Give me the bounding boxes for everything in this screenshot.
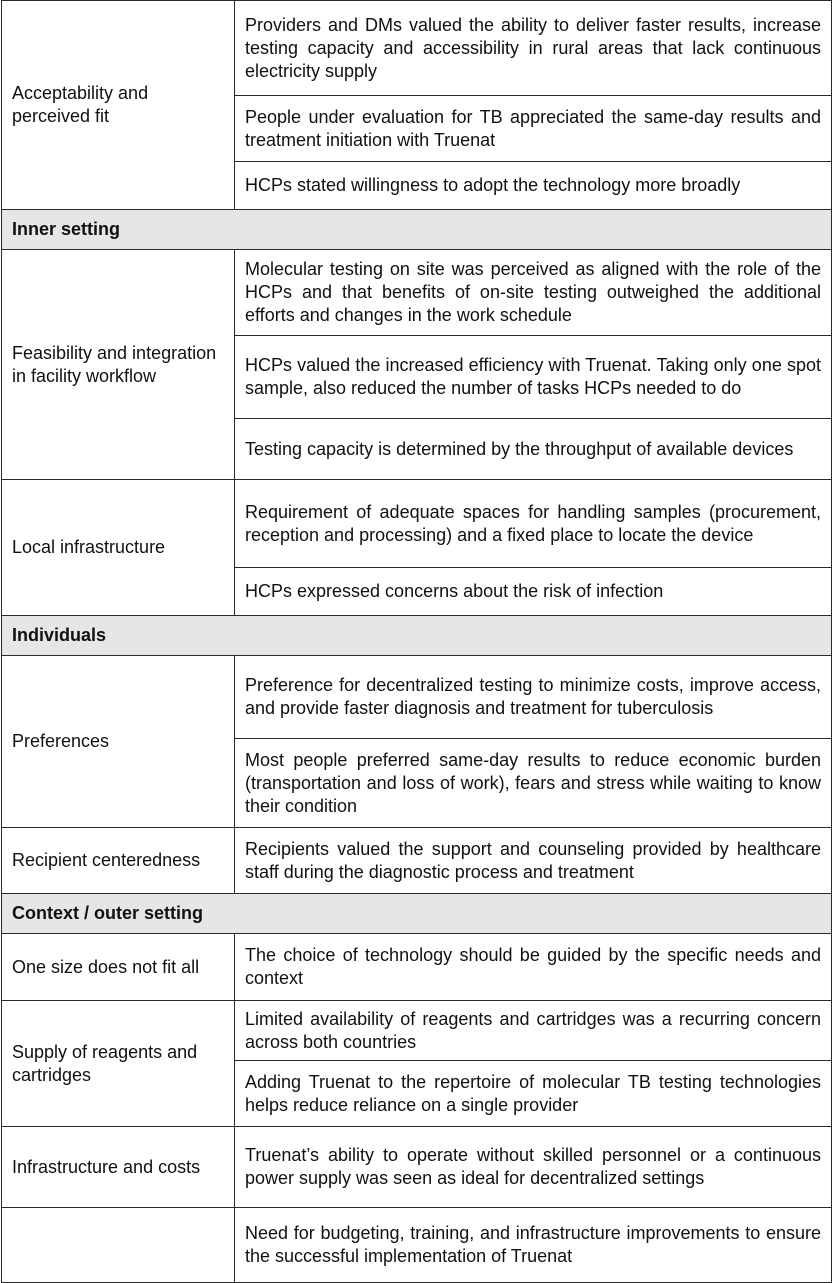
- finding-cell: HCPs stated willingness to adopt the technology more broadly: [235, 162, 832, 210]
- finding-cell: Molecular testing on site was perceived as aligned with the role of the HCPs and that benefits of on-site testing outweighed the additional efforts and changes in the work schedule: [235, 250, 832, 336]
- table-row: [2, 1127, 832, 1208]
- finding-cell: Limited availability of reagents and cartridges was a recurring concern across both countries: [235, 1001, 832, 1061]
- finding-cell: Recipients valued the support and counseling provided by healthcare staff during the diagnostic process and treatment: [235, 828, 832, 894]
- finding-cell: People under evaluation for TB appreciated the same-day results and treatment initiation with Truenat: [235, 96, 832, 162]
- category-cell-infrastructure-costs: Infrastructure and costs: [2, 1127, 235, 1208]
- section-heading-context: Context / outer setting: [2, 894, 832, 934]
- table-row: [2, 828, 832, 894]
- finding-cell: Providers and DMs valued the ability to deliver faster results, increase testing capacity and accessibility in rural areas that lack continuous electricity supply: [235, 1, 832, 96]
- category-cell-local-infrastructure: Local infrastructure: [2, 480, 235, 616]
- finding-cell: Most people preferred same-day results to reduce economic burden (transportation and loss of work), fears and stress while waiting to know their condition: [235, 739, 832, 828]
- finding-cell: Preference for decentralized testing to minimize costs, improve access, and provide faster diagnosis and treatment for tuberculosis: [235, 656, 832, 739]
- finding-cell: Truenat’s ability to operate without skilled personnel or a continuous power supply was seen as ideal for decentralized settings: [235, 1127, 832, 1208]
- finding-cell: HCPs valued the increased efficiency with Truenat. Taking only one spot sample, also reduced the number of tasks HCPs needed to do: [235, 336, 832, 419]
- finding-cell: HCPs expressed concerns about the risk of infection: [235, 568, 832, 616]
- table-row: [2, 656, 832, 739]
- section-heading-individuals: Individuals: [2, 616, 832, 656]
- section-header-row: [2, 210, 832, 250]
- category-cell-empty: [2, 1208, 235, 1283]
- category-cell-recipient-centeredness: Recipient centeredness: [2, 828, 235, 894]
- table-row: [2, 934, 832, 1001]
- section-heading-inner-setting: Inner setting: [2, 210, 832, 250]
- category-cell-one-size: One size does not fit all: [2, 934, 235, 1001]
- table-row: [2, 250, 832, 336]
- section-header-row: [2, 894, 832, 934]
- category-cell-preferences: Preferences: [2, 656, 235, 828]
- category-cell-feasibility: Feasibility and integration in facility workflow: [2, 250, 235, 480]
- section-header-row: [2, 616, 832, 656]
- finding-cell: The choice of technology should be guided by the specific needs and context: [235, 934, 832, 1001]
- findings-table: [1, 0, 832, 1283]
- finding-cell: Adding Truenat to the repertoire of molecular TB testing technologies helps reduce reliance on a single provider: [235, 1061, 832, 1127]
- table-row: [2, 480, 832, 568]
- table-row: [2, 1208, 832, 1283]
- finding-cell: Testing capacity is determined by the throughput of available devices: [235, 419, 832, 480]
- finding-cell: Requirement of adequate spaces for handling samples (procurement, reception and processing) and a fixed place to locate the device: [235, 480, 832, 568]
- category-cell-supply: Supply of reagents and cartridges: [2, 1001, 235, 1127]
- table-row: [2, 1, 832, 96]
- finding-cell: Need for budgeting, training, and infrastructure improvements to ensure the successful implementation of Truenat: [235, 1208, 832, 1283]
- table-row: [2, 1001, 832, 1061]
- category-cell-acceptability: Acceptability and perceived fit: [2, 1, 235, 210]
